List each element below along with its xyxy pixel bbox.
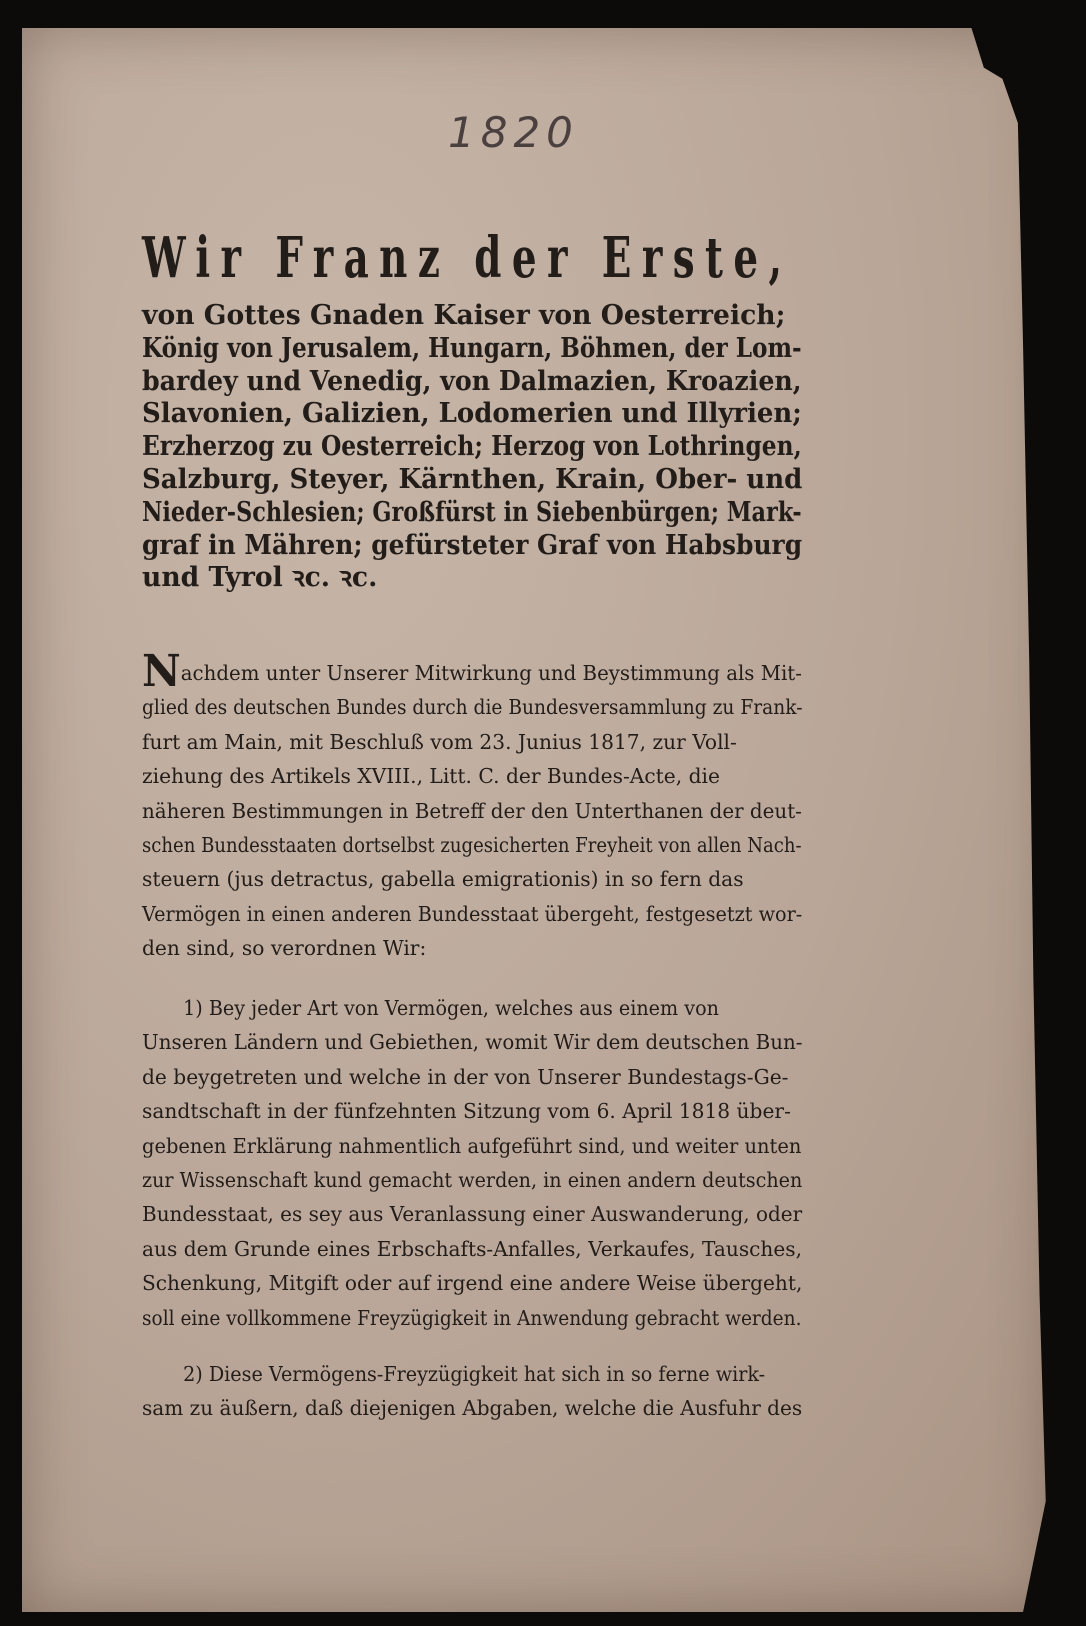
titles-line: und Tyrol ꝛc. ꝛc. xyxy=(142,562,378,594)
paragraph-line: glied des deutschen Bundes durch die Bundesversammlung zu Frank- xyxy=(142,695,803,720)
paragraph-line: näheren Bestimmungen in Betreff der den Unterthanen der deut- xyxy=(142,798,802,823)
paragraph-line: 1) Bey jeder Art von Vermögen, welches aus einem von xyxy=(183,996,719,1020)
paragraph-line: sam zu äußern, daß diejenigen Abgaben, welche die Ausfuhr des xyxy=(142,1396,803,1421)
paragraph-line: soll eine vollkommene Freyzügigkeit in Anwendung gebracht werden. xyxy=(142,1305,802,1330)
imperial-titles xyxy=(142,300,812,595)
titles-line: Nieder-Schlesien; Großfürst in Siebenbürgen; Mark- xyxy=(142,496,802,528)
titles-line: von Gottes Gnaden Kaiser von Oesterreich; xyxy=(142,300,786,331)
titles-line: Salzburg, Steyer, Kärnthen, Krain, Ober- und xyxy=(142,463,803,495)
titles-line: graf in Mähren; gefürsteter Graf von Habsburg xyxy=(142,529,803,561)
handwritten-year: 1820 xyxy=(448,108,579,157)
paragraph-line: de beygetreten und welche in der von Unserer Bundestags-Ge- xyxy=(142,1064,789,1089)
paragraph-line: zur Wissenschaft kund gemacht werden, in einen andern deutschen xyxy=(142,1168,803,1193)
paragraph-line: steuern (jus detractus, gabella emigrationis) in so fern das xyxy=(142,867,744,892)
paragraph-line: sandtschaft in der fünfzehnten Sitzung vom 6. April 1818 über- xyxy=(142,1099,791,1124)
paragraph-line: 2) Diese Vermögens-Freyzügigkeit hat sich in so ferne wirk- xyxy=(183,1362,766,1386)
paragraph-line: den sind, so verordnen Wir: xyxy=(142,936,427,961)
article-2-paragraph xyxy=(142,1357,812,1426)
paragraph-line: Bundesstaat, es sey aus Veranlassung einer Auswanderung, oder xyxy=(142,1202,803,1227)
titles-line: Slavonien, Galizien, Lodomerien und Illyrien; xyxy=(142,398,802,430)
paragraph-line: Vermögen in einen anderen Bundesstaat übergeht, festgesetzt wor- xyxy=(142,901,803,926)
paragraph-line: ziehung des Artikels XVIII., Litt. C. der Bundes-Acte, die xyxy=(142,764,720,789)
preamble-paragraph xyxy=(142,646,812,966)
paragraph-line: Schenkung, Mitgift oder auf irgend eine andere Weise übergeht, xyxy=(142,1271,803,1296)
titles-line: Erzherzog zu Oesterreich; Herzog von Lothringen, xyxy=(142,431,802,463)
decree-title: Wir Franz der Erste, xyxy=(142,225,793,291)
paragraph-line xyxy=(142,646,802,697)
paragraph-line: Unseren Ländern und Gebiethen, womit Wir dem deutschen Bun- xyxy=(142,1030,803,1055)
paragraph-line: furt am Main, mit Beschluß vom 23. Junius 1817, zur Voll- xyxy=(142,729,737,754)
titles-line: König von Jerusalem, Hungarn, Böhmen, der Lom- xyxy=(142,332,802,364)
paragraph-first-line: achdem unter Unserer Mitwirkung und Beystimmung als Mit- xyxy=(180,661,802,685)
article-1-paragraph xyxy=(142,991,812,1335)
paragraph-line: gebenen Erklärung nahmentlich aufgeführt sind, und weiter unten xyxy=(142,1133,802,1158)
paragraph-line: aus dem Grunde eines Erbschafts-Anfalles, Verkaufes, Tausches, xyxy=(142,1236,803,1261)
titles-line: bardey und Venedig, von Dalmazien, Kroazien, xyxy=(142,365,802,397)
drop-cap: N xyxy=(142,646,181,697)
paragraph-line: schen Bundesstaaten dortselbst zugesicherten Freyheit von allen Nach- xyxy=(142,833,802,858)
